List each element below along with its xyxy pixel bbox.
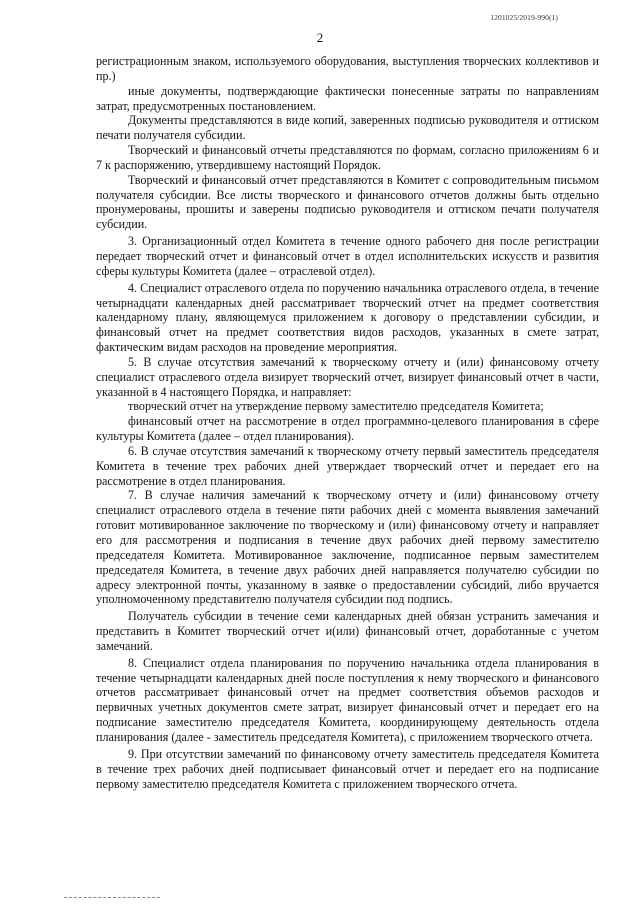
footer-divider [64,897,160,898]
paragraph-other-documents: иные документы, подтверждающие фактически понесенные затраты по направлениям затрат, предусмотренных постановлением. [96,83,599,113]
paragraph-continuation: регистрационным знаком, используемого оборудования, выступления творческих коллективов и пр.) [96,54,599,83]
paragraph-item-5-creative: творческий отчет на утверждение первому заместителю председателя Комитета; [128,399,544,414]
paragraph-item-9: 9. При отсутствии замечаний по финансовому отчету заместитель председателя Комитета в течение трех рабочих дней подписывает финансовый отчет и передает его на подписание первому заместителю председателя Комитета с приложением творческого отчета. [96,746,599,791]
paragraph-report-forms: Творческий и финансовый отчеты представляются по формам, согласно приложениям 6 и 7 к распоряжению, утвердившему настоящий Порядок. [96,143,599,172]
paragraph-item-4: 4. Специалист отраслевого отдела по поручению начальника отраслевого отдела, в течение четырнадцати календарных дней рассматривает творческий отчет на предмет соответствия календарному плану, являющемуся приложением к договору о представлении субсидии, и финансовый отчет на предмет соответствия видов расходов, указанных в смете затрат, фактическим видам расходов на проведение мероприятия. [96,280,599,355]
paragraph-item-3: 3. Организационный отдел Комитета в течение одного рабочего дня после регистрации передает творческий отчет и финансовый отчет в отдел исполнительских искусств и развития сферы культуры Комитета (далее – отраслевой отдел). [96,234,599,278]
paragraph-recipient-obligation: Получатель субсидии в течение семи календарных дней обязан устранить замечания и представить в Комитет творческий отчет и(или) финансовый отчет, доработанные с учетом замечаний. [96,609,599,653]
paragraph-copies: Документы представляются в виде копий, заверенных подписью руководителя и оттиском печати получателя субсидии. [96,113,599,143]
paragraph-item-8: 8. Специалист отдела планирования по поручению начальника отдела планирования в течение четырнадцати календарных дней после поступления к нему творческого и финансового отчетов рассматривает финансовый отчет на предмет соответствия объемов расходов и первичных учетных документов смете затрат, визирует финансовый отчет и передает его на подписание заместителю председателя Комитета, координирующему деятельность отдела планирования (далее - заместитель председателя Комитета), с приложением творческого отчета. [96,655,599,744]
document-number: 1201025/2019-990(1) [490,13,558,22]
paragraph-item-6: 6. В случае отсутствия замечаний к творческому отчету первый заместитель председателя Комитета в течение трех рабочих дней утверждает творческий отчет и передает его на рассмотрение в отдел планирования. [96,443,599,488]
paragraph-submission: Творческий и финансовый отчет представляются в Комитет с сопроводительным письмом получателя субсидии. Все листы творческого и финансового отчетов должны быть отдельно пронумерованы, прошиты и заверены подписью руководителя и оттиском печати получателя субсидии. [96,172,599,232]
paragraph-item-7: 7. В случае наличия замечаний к творческому отчету и (или) финансовому отчету специалист отраслевого отдела в течение пяти рабочих дней с момента выявления замечаний готовит мотивированное заключение по творческому и (или) финансовому отчету и направляет его для рассмотрения и подписания в течение двух рабочих дней первому заместителю председателя Комитета. Мотивированное заключение, подписанное первым заместителем председателя Комитета, в течение двух рабочих дней направляется получателю субсидии по адресу электронной почты, указанному в заявке о предоставлении субсидий, либо вручается уполномоченному представителю получателя субсидии под подпись. [96,488,599,607]
page-number: 2 [316,30,324,45]
document-body [96,54,599,791]
paragraph-item-5: 5. В случае отсутствия замечаний к творческому отчету и (или) финансовому отчету специалист отраслевого отдела визирует творческий отчет, визирует финансовый отчет в части, указанной в 4 настоящего Порядка, и направляет: [96,354,599,399]
paragraph-item-5-financial: финансовый отчет на рассмотрение в отдел программно-целевого планирования в сфере культуры Комитета (далее – отдел планирования). [96,414,599,444]
